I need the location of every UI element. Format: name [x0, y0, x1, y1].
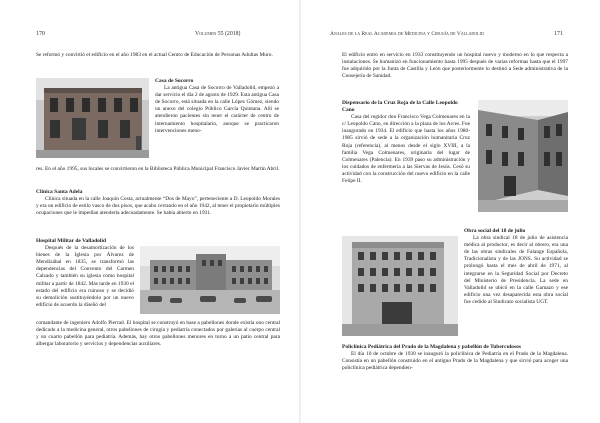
- hospital-militar-section: [36, 238, 134, 309]
- obra-social-heading: Obra social del 18 de julio: [464, 228, 526, 234]
- running-head-right: Anales de la Real Academia de Medicina y Cirugía de Valladolid: [330, 31, 484, 37]
- hospital-militar-body: Después de la desamortización de los bienes de la Iglesia por Álvarez de Mendizábal en 1835, se transformó las dependencias del Convento del Carmen Calzado y también su iglesia como hospital militar a partir de 1842. Más tarde en 1930 el estado del edificio era ruinoso y se decidió su demolición sustituyéndolo por un nuevo edificio de acuerdo la diseñó del: [36, 245, 134, 308]
- cruz-roja-body: Casa del regidor don Francisco Vega Colmenares en la c/ Leopoldo Cano, en dirección a la plaza de los Arces. Fue inaugurado en 1934. El edificio que hasta los años 1980-1985 sirvió de sede a la organización humanitaria Cruz Roja (referencia), al menos desde el siglo XVIII, a la familia Vega Colmenares, originaria del lugar de Colmenares (Palencia). En 1939 paso su administración y los cuidados de enfermería a las Siervas de Jesús. Cesó su actividad con la construcción del nuevo edificio en la calle Felipe II.: [342, 114, 470, 185]
- hospital-militar-heading: Hospital Militar de Valladolid: [36, 238, 107, 244]
- left-intro-paragraph: Se reformó y convirtió el edificio en el año 1983 en el actual Centro de Educación de Personas Adultas Muro.: [36, 52, 273, 58]
- casa-socorro-section: [155, 78, 279, 135]
- right-intro-paragraph: El edificio entro en servicio en 1933 constituyendo un hospital nuevo y moderno en lo que respecta a instalaciones. Se humanizó en funcionamiento hasta 1995 después de varias reformas hasta que el 1997 fue adquirido por la Junta de Castilla y León que posteriormente lo destinó a Sede administrativa de la Consejería de Sanidad.: [342, 52, 568, 80]
- casa-socorro-heading: Casa de Socorro: [155, 78, 194, 84]
- casa-socorro-body: La antigua Casa de Socorro de Valladolid, empezó a dar servicio el día 2 de agosto de 1929. Esta antigua Casa de Socorro, está situada en la calle López Gómez, siendo un anexo del colegio Público García Quintana. Allí se atendieron pacientes sin tener el carácter de centro de internamiento hospitalario, aunque se practicaron intervenciones meno-: [155, 85, 279, 134]
- right-page: [300, 0, 600, 423]
- policlinica-section: [342, 344, 568, 372]
- cruz-roja-photo: [478, 100, 568, 212]
- clinica-body: Clínica situada en la calle Joaquín Costa, actualmente “Dos de Mayo”, perteneciente a D. Leopoldo Morales y era un edificio de estilo vasco de dos pisos, que acabo cerrando en el año 1942, al tener el propietario múltiples ocupaciones que le impedían atenderla adecuadamente. Se había abierto en 1931.: [36, 196, 280, 217]
- page-number-right: 171: [554, 31, 563, 37]
- hospital-militar-continuation: comandante de ingeniero Adolfo Pierrad. El hospital se construyó en base a pabellones donde existía uno central dedicado a la medicina general, otros pabellones de cirugía y pediatría conectados por galerías al cuerpo central y un cuarto pabellón para pediatría. Además, hay otros pabellones menores en torno a un patio central para albergar laboratorio y servicios y dependencias auxiliares.: [36, 320, 280, 348]
- obra-social-section: [464, 228, 568, 306]
- policlinica-body: El día 10 de octubre de 1930 se inauguró la policlínica de Pediatría en el Prado de la Magdalena. Consistía en un pabellón construido en el antiguo Prado de la Magdalena y que sirvió para acoger una policlínica pediátrica dependien-: [342, 351, 568, 372]
- page-number-left: 170: [36, 31, 45, 37]
- policlinica-heading: Policlínica Pediátrica del Prado de la Magdalena y pabellón de Tuberculosos: [342, 344, 521, 350]
- obra-social-body: La obra sindical 18 de julio de asistencia médica al productor, es decir al obrero, era una de las obras sindicales de Falange Española, Tradicionalista y de las JONS. Su actividad se prolongó hasta el mes de abril de 1971, al integrarse en la Seguridad Social por Decreto del Ministerio de Presidencia. La sede en Valladolid se ubicó en la calle Gamazo y ese edificio una vez desaparecida esta obra social fue cedido al Sindicato socialista UGT.: [464, 235, 568, 305]
- casa-socorro-continuation: res. En el año 1995, sus locales se convirtieron en la Biblioteca Pública Municipal Francisco Javier Martín Abril.: [36, 166, 280, 172]
- obra-social-photo: [342, 236, 458, 336]
- casa-socorro-photo: [36, 78, 149, 158]
- clinica-heading: Clínica Santa Adela: [36, 189, 83, 195]
- cruz-roja-heading: Dispensario de la Cruz Roja de la Calle Leopoldo Cano: [342, 100, 458, 114]
- clinica-section: [36, 189, 280, 217]
- running-head-left: Volumen 55 (2018): [195, 31, 241, 37]
- hospital-militar-photo: [140, 246, 280, 314]
- cruz-roja-section: [342, 100, 470, 185]
